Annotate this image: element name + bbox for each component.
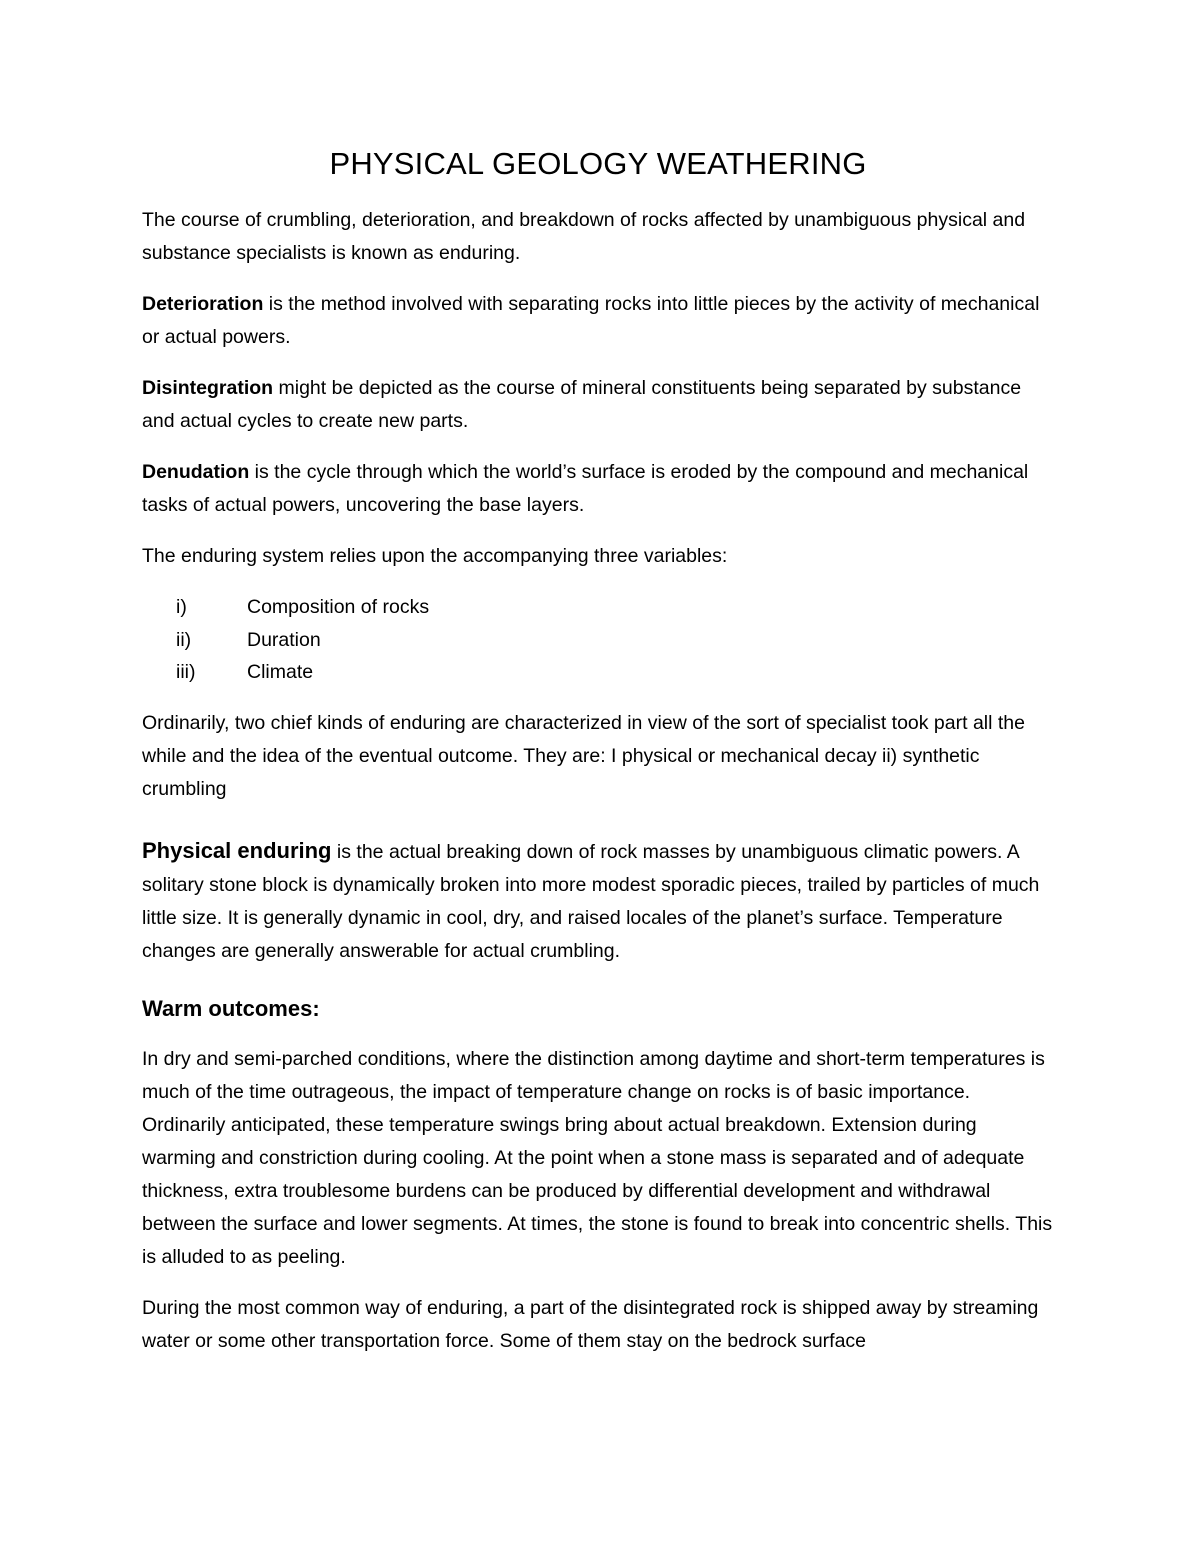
variables-list (142, 591, 1054, 689)
list-text: Duration (247, 628, 321, 651)
definition-denudation (142, 456, 1054, 522)
definition-text: is the method involved with separating rocks into little pieces by the activity of mechanical or actual powers. (142, 293, 1040, 348)
list-item (176, 591, 1054, 624)
definition-disintegration (142, 372, 1054, 438)
page-title: PHYSICAL GEOLOGY WEATHERING (329, 146, 867, 181)
definition-deterioration (142, 288, 1054, 354)
list-number: i) (176, 596, 187, 618)
list-item (176, 624, 1054, 657)
kinds-paragraph: Ordinarily, two chief kinds of enduring are characterized in view of the sort of specialist took part all the while and the idea of the eventual outcome. They are: I physical or mechanical decay ii) synthetic crumbling (142, 711, 1025, 800)
definition-term: Disintegration (142, 377, 274, 399)
list-number: ii) (176, 628, 192, 651)
closing-paragraph: During the most common way of enduring, a part of the disintegrated rock is shipped away by streaming water or some other transportation force. Some of them stay on the bedrock surface (142, 1296, 1039, 1352)
definition-text: is the cycle through which the world’s surface is eroded by the compound and mechanical tasks of actual powers, uncovering the base layers. (142, 461, 1029, 516)
document-body (142, 140, 1054, 1376)
definition-term: Deterioration (142, 293, 264, 315)
definition-term: Denudation (142, 461, 250, 483)
physical-text: is the actual breaking down of rock masses by unambiguous climatic powers. A solitary stone block is dynamically broken into more modest sporadic pieces, trailed by particles of much little size. It is generally dynamic in cool, dry, and raised locales of the planet’s surface. Temperature changes are generally answerable for actual crumbling. (142, 840, 1040, 962)
intro-paragraph: The course of crumbling, deterioration, and breakdown of rocks affected by unambiguous physical and substance specialists is known as enduring. (142, 209, 1026, 264)
list-number: iii) (176, 661, 196, 683)
warm-outcomes-paragraph: In dry and semi-parched conditions, where the distinction among daytime and short-term temperatures is much of the time outrageous, the impact of temperature change on rocks is of basic importance. Ordinarily anticipated, these temperature swings bring about actual breakdown. Extension during warming and constriction during cooling. At the point when a stone mass is separated and of adequate thickness, extra troublesome burdens can be produced by differential development and withdrawal between the surface and lower segments. At times, the stone is found to break into concentric shells. This is alluded to as peeling. (142, 1047, 1053, 1268)
variables-intro: The enduring system relies upon the accompanying three variables: (142, 545, 728, 567)
physical-term: Physical enduring (142, 837, 332, 863)
list-text: Composition of rocks (247, 596, 430, 618)
physical-weathering-paragraph (142, 834, 1054, 968)
section-heading-warm-outcomes: Warm outcomes: (142, 995, 320, 1021)
list-text: Climate (247, 661, 314, 683)
definition-text: might be depicted as the course of mineral constituents being separated by substance and actual cycles to create new parts. (142, 377, 1022, 432)
list-item (176, 656, 1054, 689)
